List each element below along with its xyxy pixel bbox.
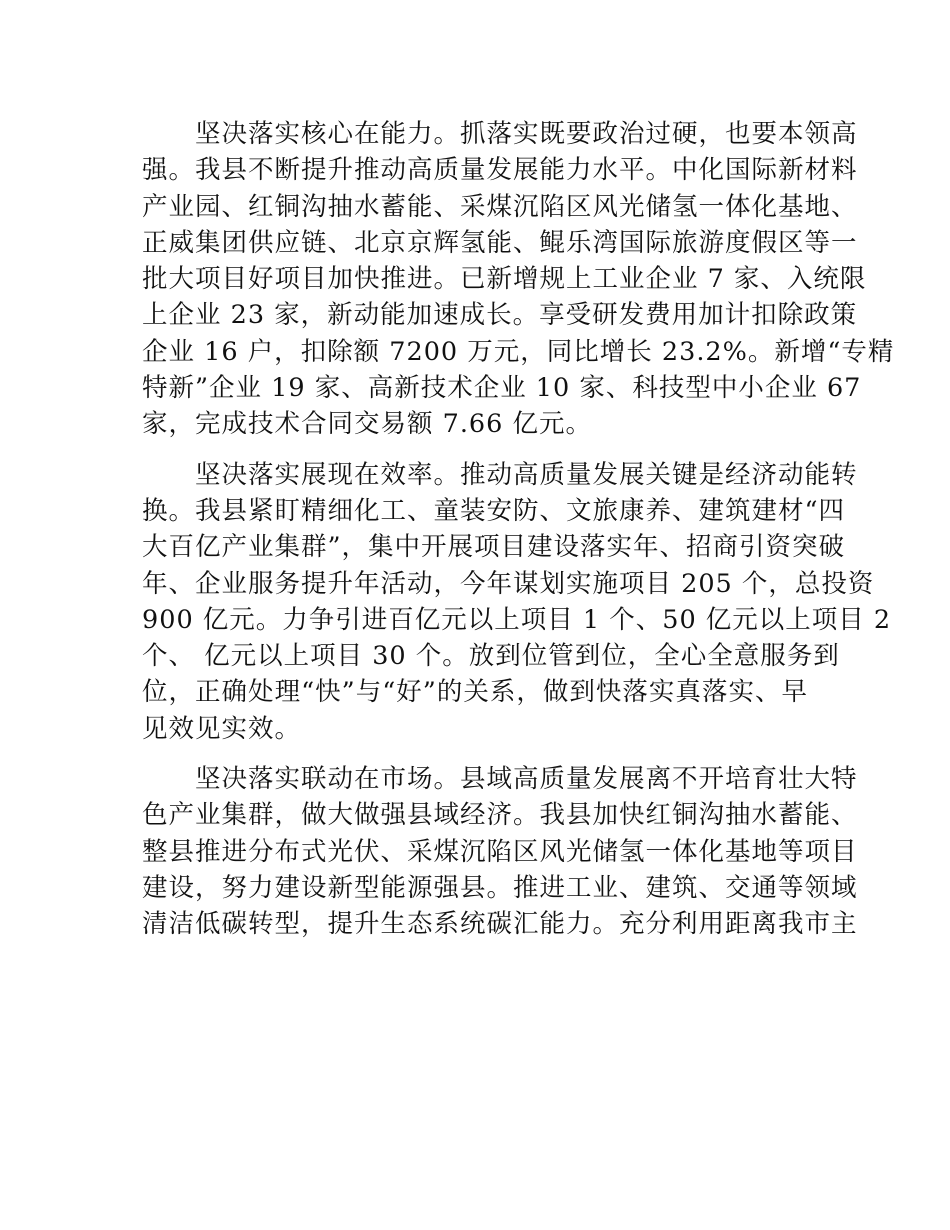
paragraph-capability xyxy=(142,116,895,443)
paragraph-market xyxy=(142,761,858,942)
text-line: 正威集团供应链、北京京辉氢能、鲲乐湾国际旅游度假区等一 xyxy=(142,227,858,258)
text-line: 位，正确处理“快”与“好”的关系，做到快落实真落实、早 xyxy=(142,677,808,708)
text-line: 900 亿元。力争引进百亿元以上项目 1 个、50 亿元以上项目 2 xyxy=(142,604,892,635)
text-line: 见效见实效。 xyxy=(142,713,302,744)
text-line: 个、 亿元以上项目 30 个。放到位管到位，全心全意服务到 xyxy=(142,641,840,672)
text-line: 整县推进分布式光伏、采煤沉陷区风光储氢一体化基地等项目 xyxy=(142,836,858,867)
text-line: 年、企业服务提升年活动，今年谋划实施项目 205 个，总投资 xyxy=(142,568,875,599)
text-line: 强。我县不断提升推动高质量发展能力水平。中化国际新材料 xyxy=(142,155,858,186)
text-line: 坚决落实核心在能力。抓落实既要政治过硬，也要本领高 xyxy=(142,119,858,149)
paragraph-efficiency xyxy=(142,457,892,747)
document-body xyxy=(142,116,895,943)
text-line: 清洁低碳转型，提升生态系统碳汇能力。充分利用距离我市主 xyxy=(142,909,858,940)
text-line: 家，完成技术合同交易额 7.66 亿元。 xyxy=(142,409,592,440)
text-line: 特新”企业 19 家、高新技术企业 10 家、科技型中小企业 67 xyxy=(142,373,862,404)
text-line: 产业园、红铜沟抽水蓄能、采煤沉陷区风光储氢一体化基地、 xyxy=(142,191,858,222)
text-line: 建设，努力建设新型能源强县。推进工业、建筑、交通等领域 xyxy=(142,872,858,903)
text-line: 坚决落实联动在市场。县域高质量发展离不开培育壮大特 xyxy=(142,764,858,795)
text-line: 大百亿产业集群”，集中开展项目建设落实年、招商引资突破 xyxy=(142,532,846,563)
text-line: 企业 16 户，扣除额 7200 万元，同比增长 23.2%。新增“专精 xyxy=(142,336,895,367)
text-line: 换。我县紧盯精细化工、童装安防、文旅康养、建筑建材“四 xyxy=(142,495,846,526)
text-line: 坚决落实展现在效率。推动高质量发展关键是经济动能转 xyxy=(142,459,858,490)
text-line: 批大项目好项目加快推进。已新增规上工业企业 7 家、入统限 xyxy=(142,264,867,295)
text-line: 色产业集群，做大做强县域经济。我县加快红铜沟抽水蓄能、 xyxy=(142,800,858,831)
text-line: 上企业 23 家，新动能加速成长。享受研发费用加计扣除政策 xyxy=(142,300,858,331)
